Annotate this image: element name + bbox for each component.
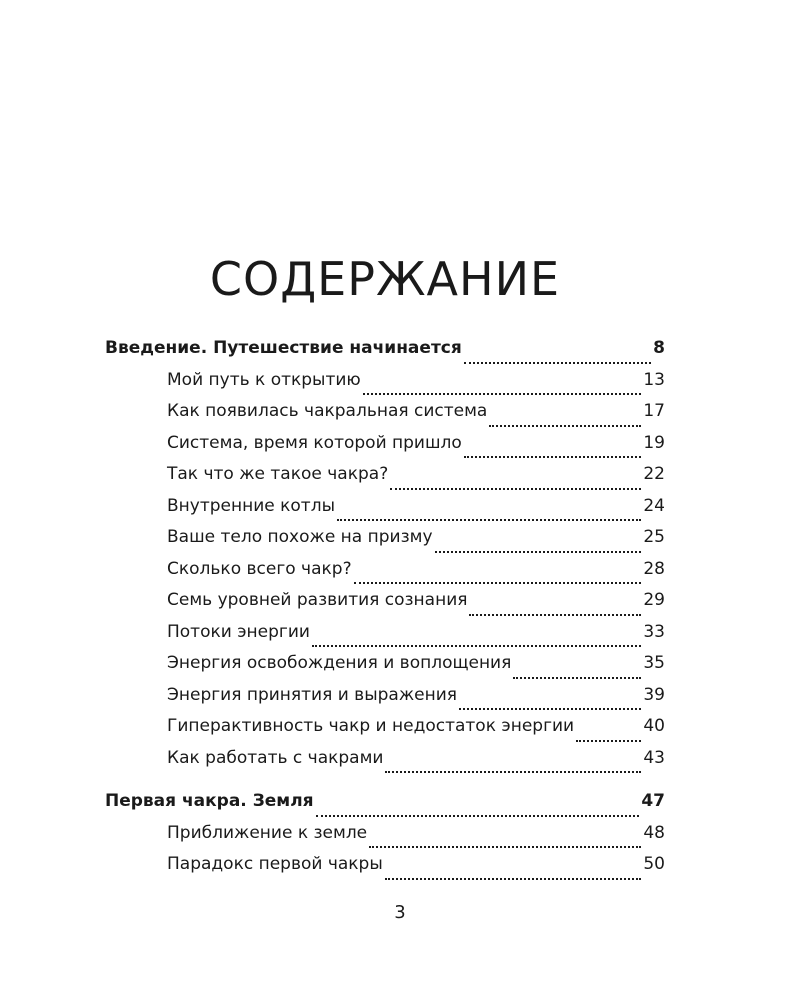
toc-entry-page: 19 [643, 432, 665, 453]
toc-leader-dots [464, 361, 651, 364]
table-of-contents [105, 338, 665, 886]
page-number: 3 [394, 902, 406, 923]
toc-leader-dots [576, 739, 641, 742]
toc-entry-page: 22 [643, 464, 665, 484]
toc-leader-dots [469, 613, 641, 616]
toc-row [105, 791, 665, 823]
toc-entry-page: 13 [643, 369, 665, 390]
toc-leader-dots [316, 814, 640, 817]
toc-row [105, 433, 665, 465]
toc-row [105, 685, 665, 717]
toc-leader-dots [385, 770, 641, 773]
toc-entry-page: 43 [643, 747, 665, 768]
toc-entry-page: 40 [643, 716, 665, 736]
toc-entry-page: 25 [643, 527, 665, 547]
toc-entry-page: 47 [641, 791, 665, 811]
toc-entry-page: 8 [653, 338, 665, 358]
toc-entry-label: Энергия принятия и выражения [167, 684, 457, 705]
toc-row [105, 401, 665, 433]
toc-leader-dots [390, 487, 641, 490]
toc-entry-label: Приближение к земле [167, 822, 368, 843]
toc-entry-label: Система, время которой пришло [167, 432, 462, 453]
toc-leader-dots [435, 550, 642, 553]
toc-leader-dots [385, 877, 642, 880]
toc-leader-dots [337, 518, 641, 521]
toc-entry-page: 33 [643, 621, 665, 642]
toc-row [105, 527, 665, 559]
toc-row [105, 590, 665, 622]
toc-leader-dots [363, 392, 642, 395]
toc-entry-label: Так что же такое чакра? [167, 464, 389, 484]
toc-entry-page: 17 [643, 401, 665, 421]
toc-row [105, 748, 665, 780]
toc-leader-dots [464, 455, 642, 458]
toc-entry-page: 24 [643, 495, 665, 516]
toc-leader-dots [354, 581, 642, 584]
toc-leader-dots [489, 424, 641, 427]
toc-entry-label: Как работать с чакрами [167, 747, 384, 768]
toc-entry-label: Первая чакра. Земля [105, 791, 314, 811]
toc-entry-label: Сколько всего чакр? [167, 558, 352, 579]
toc-leader-dots [369, 845, 641, 848]
toc-row [105, 464, 665, 496]
toc-leader-dots [312, 644, 641, 647]
toc-row [105, 823, 665, 855]
toc-entry-page: 29 [643, 590, 665, 610]
toc-entry-page: 35 [643, 653, 665, 673]
toc-entry-label: Парадокс первой чакры [167, 854, 383, 874]
toc-entry-label: Как появилась чакральная система [167, 401, 488, 421]
toc-entry-label: Введение. Путешествие начинается [105, 338, 462, 358]
toc-entry-page: 28 [643, 558, 665, 579]
toc-entry-label: Гиперактивность чакр и недостаток энергии [167, 716, 575, 736]
toc-leader-dots [459, 707, 641, 710]
toc-row [105, 653, 665, 685]
toc-entry-page: 50 [643, 854, 665, 874]
toc-row [105, 370, 665, 402]
toc-entry-label: Внутренние котлы [167, 495, 335, 516]
toc-entry-label: Потоки энергии [167, 621, 310, 642]
toc-row [105, 716, 665, 748]
toc-leader-dots [513, 676, 641, 679]
toc-row [105, 338, 665, 370]
toc-entry-label: Энергия освобождения и воплощения [167, 653, 512, 673]
toc-row [105, 854, 665, 886]
toc-entry-label: Мой путь к открытию [167, 369, 361, 390]
toc-row [105, 496, 665, 528]
page-title: СОДЕРЖАНИЕ [209, 252, 561, 306]
toc-entry-label: Ваше тело похоже на призму [167, 527, 433, 547]
toc-entry-page: 39 [643, 684, 665, 705]
toc-entry-page: 48 [643, 822, 665, 843]
toc-row [105, 559, 665, 591]
toc-entry-label: Семь уровней развития сознания [167, 590, 468, 610]
toc-row [105, 622, 665, 654]
